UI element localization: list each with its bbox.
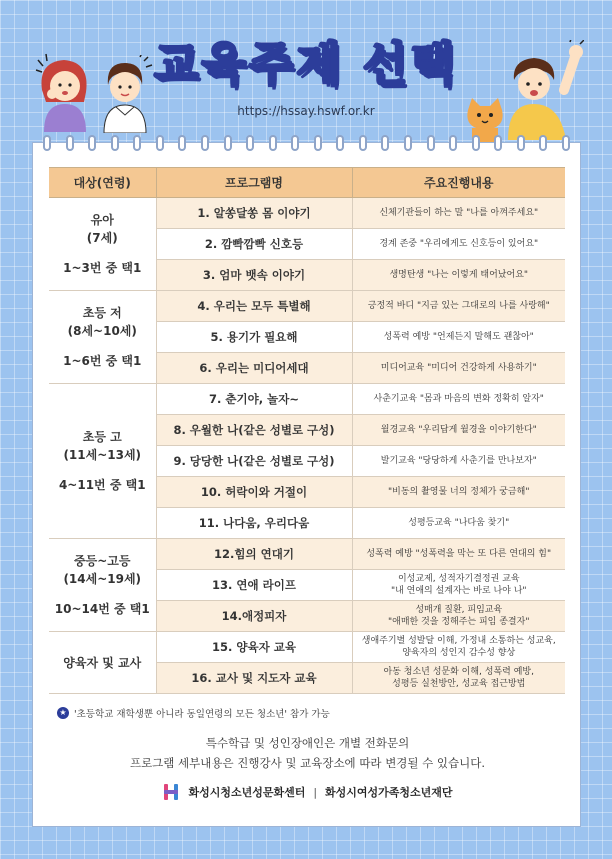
footer-separator: | (313, 785, 318, 799)
program-desc: 월경교육 "우리답게 월경을 이야기한다" (352, 415, 565, 446)
program-sheet (32, 142, 581, 827)
program-desc: 아동 청소년 성문화 이해, 성폭력 예방, 성평등 실천방안, 성교육 접근방법 (352, 663, 565, 694)
table-row (49, 384, 565, 415)
center-logo-icon (162, 783, 180, 801)
page-title: 교육주제 선택 (154, 37, 458, 91)
girl-character-illustration (34, 52, 96, 132)
column-header-program: 프로그램명 (156, 168, 352, 198)
cheering-boy-illustration (500, 40, 584, 140)
program-name: 8. 우월한 나(같은 성별로 구성) (156, 415, 352, 446)
org-name-2: 화성시여성가족청소년재단 (325, 786, 453, 799)
column-header-target: 대상(연령) (49, 168, 156, 198)
target-choice: 1~3번 중 택1 (63, 261, 142, 275)
program-desc: 생애주기별 성발달 이해, 가정내 소통하는 성교육, 양육자의 성인지 감수성 향상 (352, 632, 565, 663)
program-desc: 신체기관들이 하는 말 "나를 아껴주세요" (352, 198, 565, 229)
program-name: 4. 우리는 모두 특별해 (156, 291, 352, 322)
program-name: 6. 우리는 미디어세대 (156, 353, 352, 384)
table-row (49, 632, 565, 663)
org-name-1: 화성시청소년성문화센터 (188, 786, 306, 799)
program-name: 7. 춘기야, 놀자~ (156, 384, 352, 415)
program-desc: 성폭력 예방 "언제든지 말해도 괜찮아" (352, 322, 565, 353)
target-name: 유아 (90, 213, 114, 227)
target-age: (7세) (86, 231, 118, 245)
target-group-cell (49, 539, 156, 632)
column-header-content: 주요진행내용 (352, 168, 565, 198)
program-desc: 미디어교육 "미디어 건강하게 사용하기" (352, 353, 565, 384)
info-line-1: 특수학급 및 성인장애인은 개별 전화문의 (205, 736, 410, 750)
program-name: 12.힘의 연대기 (156, 539, 352, 570)
target-name: 초등 고 (82, 430, 122, 444)
target-name: 양육자 및 교사 (63, 655, 142, 670)
program-name: 10. 허락이와 거절이 (156, 477, 352, 508)
target-group-cell (49, 291, 156, 384)
program-table (49, 167, 565, 694)
program-name: 11. 나다움, 우리다움 (156, 508, 352, 539)
target-choice: 4~11번 중 택1 (58, 478, 146, 492)
target-group-cell (49, 384, 156, 539)
program-name: 15. 양육자 교육 (156, 632, 352, 663)
program-name: 1. 알쏭달쏭 몸 이야기 (156, 198, 352, 229)
program-desc: 성폭력 예방 "성폭력을 막는 또 다른 연대의 힘" (352, 539, 565, 570)
note-text: '초등학교 재학생뿐 아니라 동일연령의 모든 청소년' 참가 가능 (74, 709, 330, 720)
program-desc: 경계 존중 "우리에게도 신호등이 있어요" (352, 229, 565, 260)
eligibility-note (57, 706, 330, 720)
program-desc: 긍정적 바디 "지금 있는 그대로의 나를 사랑해" (352, 291, 565, 322)
target-name: 초등 저 (82, 306, 122, 320)
program-desc: 발기교육 "당당하게 사춘기를 만나보자" (352, 446, 565, 477)
program-name: 3. 엄마 뱃속 이야기 (156, 260, 352, 291)
program-desc: 생명탄생 "나는 이렇게 태어났어요" (352, 260, 565, 291)
program-desc: "비동의 촬영물 너의 정체가 궁금해" (352, 477, 565, 508)
boy-character-illustration (96, 55, 154, 133)
table-row (49, 291, 565, 322)
info-line-2: 프로그램 세부내용은 진행강사 및 교육장소에 따라 변경될 수 있습니다. (129, 756, 486, 770)
program-desc: 사춘기교육 "몸과 마음의 변화 정확히 알자" (352, 384, 565, 415)
program-desc: 성평등교육 "나다움 찾기" (352, 508, 565, 539)
target-choice: 10~14번 중 택1 (54, 602, 150, 616)
star-icon: ★ (57, 707, 69, 719)
table-row (49, 539, 565, 570)
program-name: 13. 연애 라이프 (156, 570, 352, 601)
target-choice: 1~6번 중 택1 (63, 354, 142, 368)
target-age: (11세~13세) (63, 448, 142, 462)
binder-rings (43, 135, 570, 151)
program-name: 9. 당당한 나(같은 성별로 구성) (156, 446, 352, 477)
table-header-row (49, 168, 565, 198)
program-desc: 이성교제, 성적자기결정권 교육 "내 연애의 설계자는 바로 나야 나" (352, 570, 565, 601)
organizer-footer (33, 783, 582, 801)
program-name: 5. 용기가 필요해 (156, 322, 352, 353)
target-group-cell (49, 198, 156, 291)
target-age: (14세~19세) (63, 572, 142, 586)
target-group-cell (49, 632, 156, 694)
website-url[interactable]: https://hssay.hswf.or.kr (237, 104, 375, 118)
target-age: (8세~10세) (67, 324, 137, 338)
program-name: 2. 깜빡깜빡 신호등 (156, 229, 352, 260)
table-row (49, 198, 565, 229)
target-name: 중등~고등 (74, 554, 131, 568)
program-name: 16. 교사 및 지도자 교육 (156, 663, 352, 694)
program-desc: 성매개 질환, 피임교육 "애매한 것을 정해주는 피임 종결자" (352, 601, 565, 632)
program-name: 14.애정피자 (156, 601, 352, 632)
